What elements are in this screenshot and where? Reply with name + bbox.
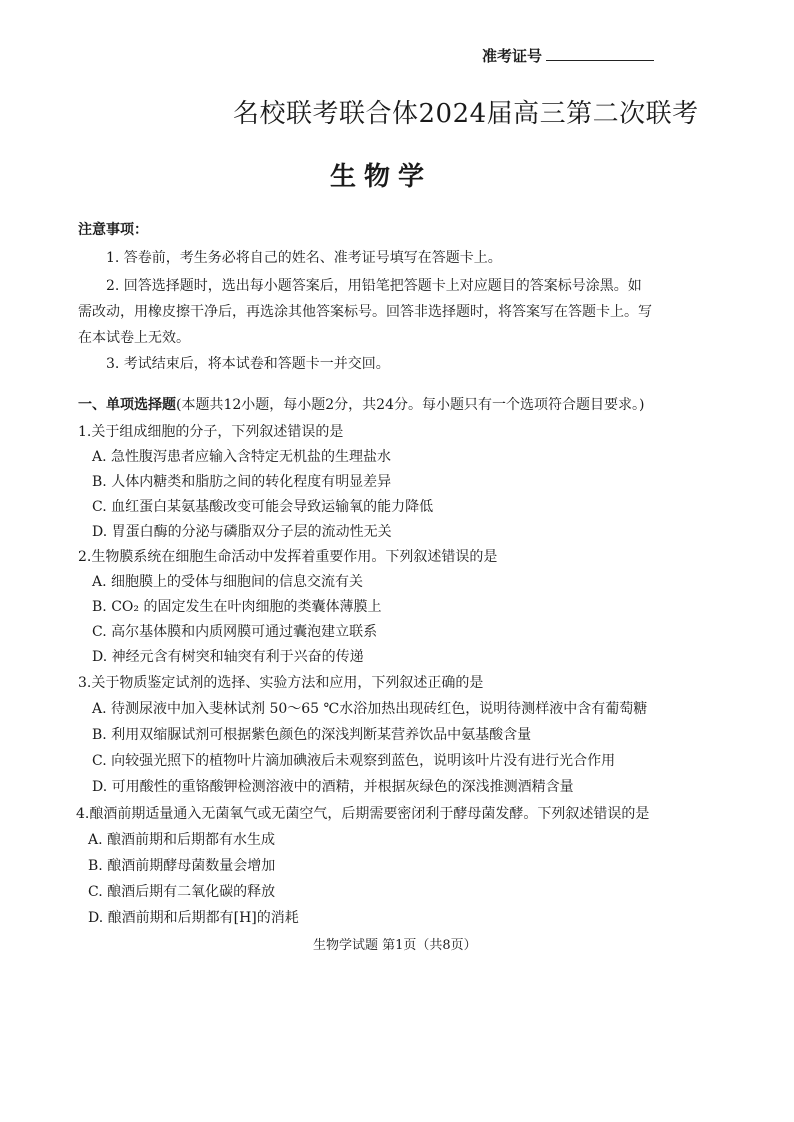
question-1-option-b: B. 人体内糖类和脂肪之间的转化程度有明显差异 — [92, 474, 392, 490]
question-2-stem: 2.生物膜系统在细胞生命活动中发挥着重要作用。下列叙述错误的是 — [78, 549, 498, 565]
notice-item-3: 3. 考试结束后，将本试卷和答题卡一并交回。 — [106, 356, 390, 372]
section-instructions: (本题共12小题，每小题2分，共24分。每小题只有一个选项符合题目要求。) — [176, 397, 645, 413]
question-3-option-c: C. 向较强光照下的植物叶片滴加碘液后未观察到蓝色，说明该叶片没有进行光合作用 — [92, 753, 616, 769]
question-1-option-d: D. 胃蛋白酶的分泌与磷脂双分子层的流动性无关 — [92, 524, 392, 540]
notice-heading: 注意事项： — [78, 222, 148, 238]
notice-item-1: 1. 答卷前，考生务必将自己的姓名、准考证号填写在答题卡上。 — [106, 250, 502, 266]
question-1-option-c: C. 血红蛋白某氨基酸改变可能会导致运输氧的能力降低 — [92, 499, 434, 515]
exam-id-blank — [546, 44, 654, 61]
section-heading — [78, 394, 644, 414]
question-2-option-a: A. 细胞膜上的受体与细胞间的信息交流有关 — [92, 574, 364, 590]
page-footer: 生物学试题 第1页（共8页） — [313, 938, 477, 953]
exam-id-field — [482, 44, 654, 66]
question-4-option-c: C. 酿酒后期有二氧化碳的释放 — [88, 884, 276, 900]
question-4-stem: 4.酿酒前期适量通入无菌氧气或无菌空气，后期需要密闭利于酵母菌发酵。下列叙述错误的是 — [76, 806, 650, 822]
question-2-option-b: B. CO₂ 的固定发生在叶肉细胞的类囊体薄膜上 — [92, 599, 382, 615]
notice-item-2-line-1: 2. 回答选择题时，选出每小题答案后，用铅笔把答题卡上对应题目的答案标号涂黑。如 — [106, 278, 642, 294]
notice-item-2-line-3: 在本试卷上无效。 — [78, 330, 190, 346]
question-4-option-d: D. 酿酒前期和后期都有[H]的消耗 — [88, 910, 299, 926]
question-3-option-b: B. 利用双缩脲试剂可根据紫色颜色的深浅判断某营养饮品中氨基酸含量 — [92, 727, 532, 743]
question-1-option-a: A. 急性腹泻患者应输入含特定无机盐的生理盐水 — [92, 449, 392, 465]
question-3-option-a: A. 待测尿液中加入斐林试剂 50～65 ℃水浴加热出现砖红色，说明待测样液中含有葡萄糖 — [92, 701, 648, 717]
question-4-option-a: A. 酿酒前期和后期都有水生成 — [88, 832, 276, 848]
question-2-option-d: D. 神经元含有树突和轴突有利于兴奋的传递 — [92, 649, 364, 665]
exam-id-label: 准考证号 — [482, 47, 543, 65]
question-3-option-d: D. 可用酸性的重铬酸钾检测溶液中的酒精，并根据灰绿色的深浅推测酒精含量 — [92, 779, 574, 795]
notice-item-2-line-2: 需改动，用橡皮擦干净后，再选涂其他答案标号。回答非选择题时，将答案写在答题卡上。写 — [78, 304, 652, 320]
question-2-option-c: C. 高尔基体膜和内质网膜可通过囊泡建立联系 — [92, 624, 378, 640]
subject-title: 生物学 — [330, 162, 433, 192]
question-4-option-b: B. 酿酒前期酵母菌数量会增加 — [88, 858, 276, 874]
question-3-stem: 3.关于物质鉴定试剂的选择、实验方法和应用，下列叙述正确的是 — [78, 675, 484, 691]
section-title: 一、单项选择题 — [78, 397, 176, 413]
question-1-stem: 1.关于组成细胞的分子，下列叙述错误的是 — [78, 424, 344, 440]
exam-title: 名校联考联合体2024届高三第二次联考 — [233, 99, 699, 129]
